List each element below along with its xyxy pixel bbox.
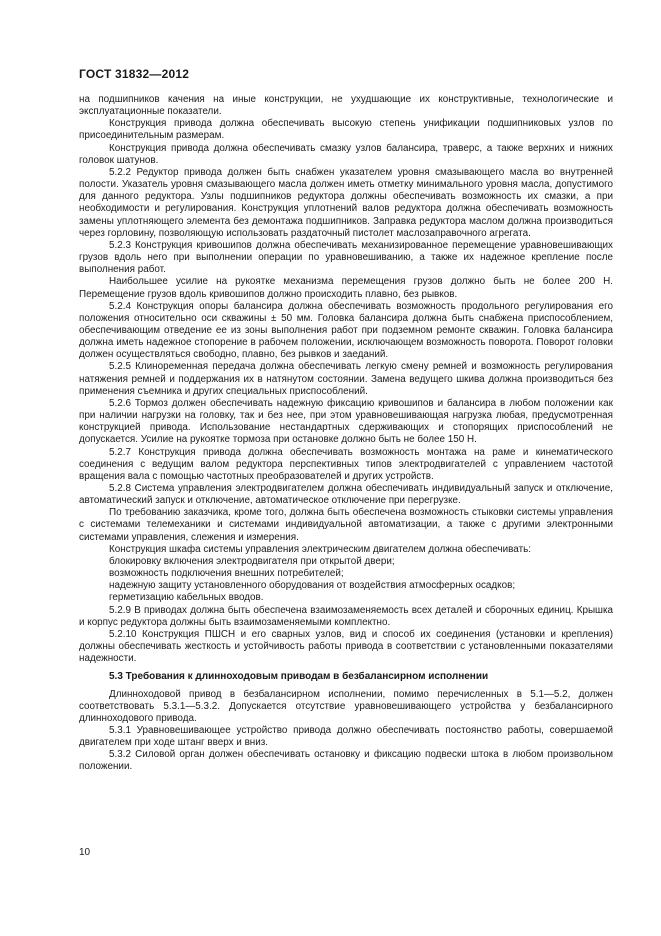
paragraph: Конструкция шкафа системы управления электрическим двигателем должна обеспечивать:: [109, 543, 531, 555]
list-item: блокировку включения электродвигателя при открытой двери;: [109, 555, 395, 567]
paragraph: 5.2.5 Клиноременная передача должна обеспечивать легкую смену ремней и возможность регулирования натяжения ремней и поддержания их в натянутом состоянии. Замена ведущего шкива должна производиться без применения съемника и других специальных приспособлений.: [79, 361, 613, 397]
paragraph: 5.2.9 В приводах должна быть обеспечена взаимозаменяемость всех деталей и сборочных единиц. Крышка и корпус редуктора должны быть взаимозаменяемыми комплектно.: [79, 604, 613, 628]
paragraph: 5.3.1 Уравновешивающее устройство привода должно обеспечивать постоянство работы, совершаемой двигателем при ходе штанг вверх и вниз.: [79, 724, 613, 749]
page-body: [79, 94, 613, 774]
paragraph: 5.2.3 Конструкция кривошипов должна обеспечивать механизированное перемещение уравновешивающих грузов вдоль него при выполнении операции по уравновешиванию, а также их надежное крепление после выполнения работ.: [79, 239, 613, 276]
paragraph: Конструкция привода должна обеспечивать высокую степень унификации подшипниковых узлов по присоединительным размерам.: [79, 118, 613, 142]
list-item: герметизацию кабельных вводов.: [109, 592, 264, 604]
paragraph: 5.2.10 Конструкция ПШСН и его сварных узлов, вид и способ их соединения (установки и крепления) должны обеспечивать жесткость и устойчивость работы привода в соответствии с установленными показателями надежности.: [79, 628, 613, 665]
paragraph: По требованию заказчика, кроме того, должна быть обеспечена возможность стыковки системы управления с системами телемеханики и системами индивидуальной автоматизации, а также с другими электронными системами управления, слежения и измерения.: [79, 507, 613, 543]
paragraph: 5.2.4 Конструкция опоры балансира должна обеспечивать возможность продольного регулирования его положения относительно оси скважины ± 50 мм. Головка балансира должна быть снабжена приспособлением, обеспечивающим отведение ее из зоны выполнения работ при подземном ремонте скважин. Головка балансира должна иметь надежное стопорение в рабочем положении, исключающем возможность поворота. Поворот головки должен осуществляться свободно, плавно, без рывков и заеданий.: [79, 300, 613, 361]
paragraph: 5.2.6 Тормоз должен обеспечивать надежную фиксацию кривошипов и балансира в любом положении как при наличии нагрузки на головку, так и без нее, при этом уравновешивающая нагрузка любая, предусмотренная конструкцией привода. Использование нестандартных сдерживающих и стопорящих приспособлений не допускается. Усилие на рукоятке тормоза при остановке должно быть не более 150 Н.: [79, 397, 613, 446]
paragraph: 5.3.2 Силовой орган должен обеспечивать остановку и фиксацию подвески штока в любом произвольном положении.: [79, 749, 613, 773]
section-heading: 5.3 Требования к длинноходовым приводам в безбалансирном исполнении: [109, 671, 489, 683]
list-item: надежную защиту установленного оборудования от воздействия атмосферных осадков;: [109, 580, 516, 592]
paragraph: на подшипников качения на иные конструкции, не ухудшающие их конструктивные, технологические и эксплуатационные показатели.: [79, 94, 613, 118]
document-header: ГОСТ 31832—2012: [79, 67, 190, 81]
paragraph: Наибольшее усилие на рукоятке механизма перемещения грузов должно быть не более 200 Н. Перемещение грузов вдоль кривошипов должно происходить плавно, без рывков.: [79, 276, 613, 300]
paragraph: 5.2.2 Редуктор привода должен быть снабжен указателем уровня смазывающего масла во внутренней полости. Указатель уровня смазывающего масла должен иметь отметку минимального уровня масла, допустимого для данного редуктора. Узлы подшипников редуктора должны обеспечивать возможность их смазки, а при необходимости и регулирования. Конструкция уплотнений валов редуктора должна обеспечивать возможность замены уплотняющего элемента без демонтажа подшипников. Заправка редуктора маслом должна производиться через горловину, позволяющую использовать раздаточный пистолет маслозаправочного агрегата.: [79, 166, 613, 239]
page-number: 10: [79, 847, 91, 858]
paragraph: Длинноходовой привод в безбалансирном исполнении, помимо перечисленных в 5.1—5.2, должен соответствовать 5.3.1—5.3.2. Допускается отсутствие уравновешивающего устройства у безбалансирного длинноходового привода.: [79, 688, 613, 724]
paragraph: Конструкция привода должна обеспечивать смазку узлов балансира, траверс, а также верхних и нижних головок шатунов.: [79, 142, 613, 166]
list-item: возможность подключения внешних потребителей;: [109, 568, 344, 580]
paragraph: 5.2.7 Конструкция привода должна обеспечивать возможность монтажа на раме и кинематического соединения с ведущим валом редуктора перспективных типов электродвигателей с управлением частотой вращения вала с помощью частотных преобразователей и других устройств.: [79, 446, 613, 482]
paragraph: 5.2.8 Система управления электродвигателем должна обеспечивать индивидуальный запуск и отключение, автоматический запуск и отключение, автоматическое отключение при перегрузке.: [79, 483, 613, 507]
